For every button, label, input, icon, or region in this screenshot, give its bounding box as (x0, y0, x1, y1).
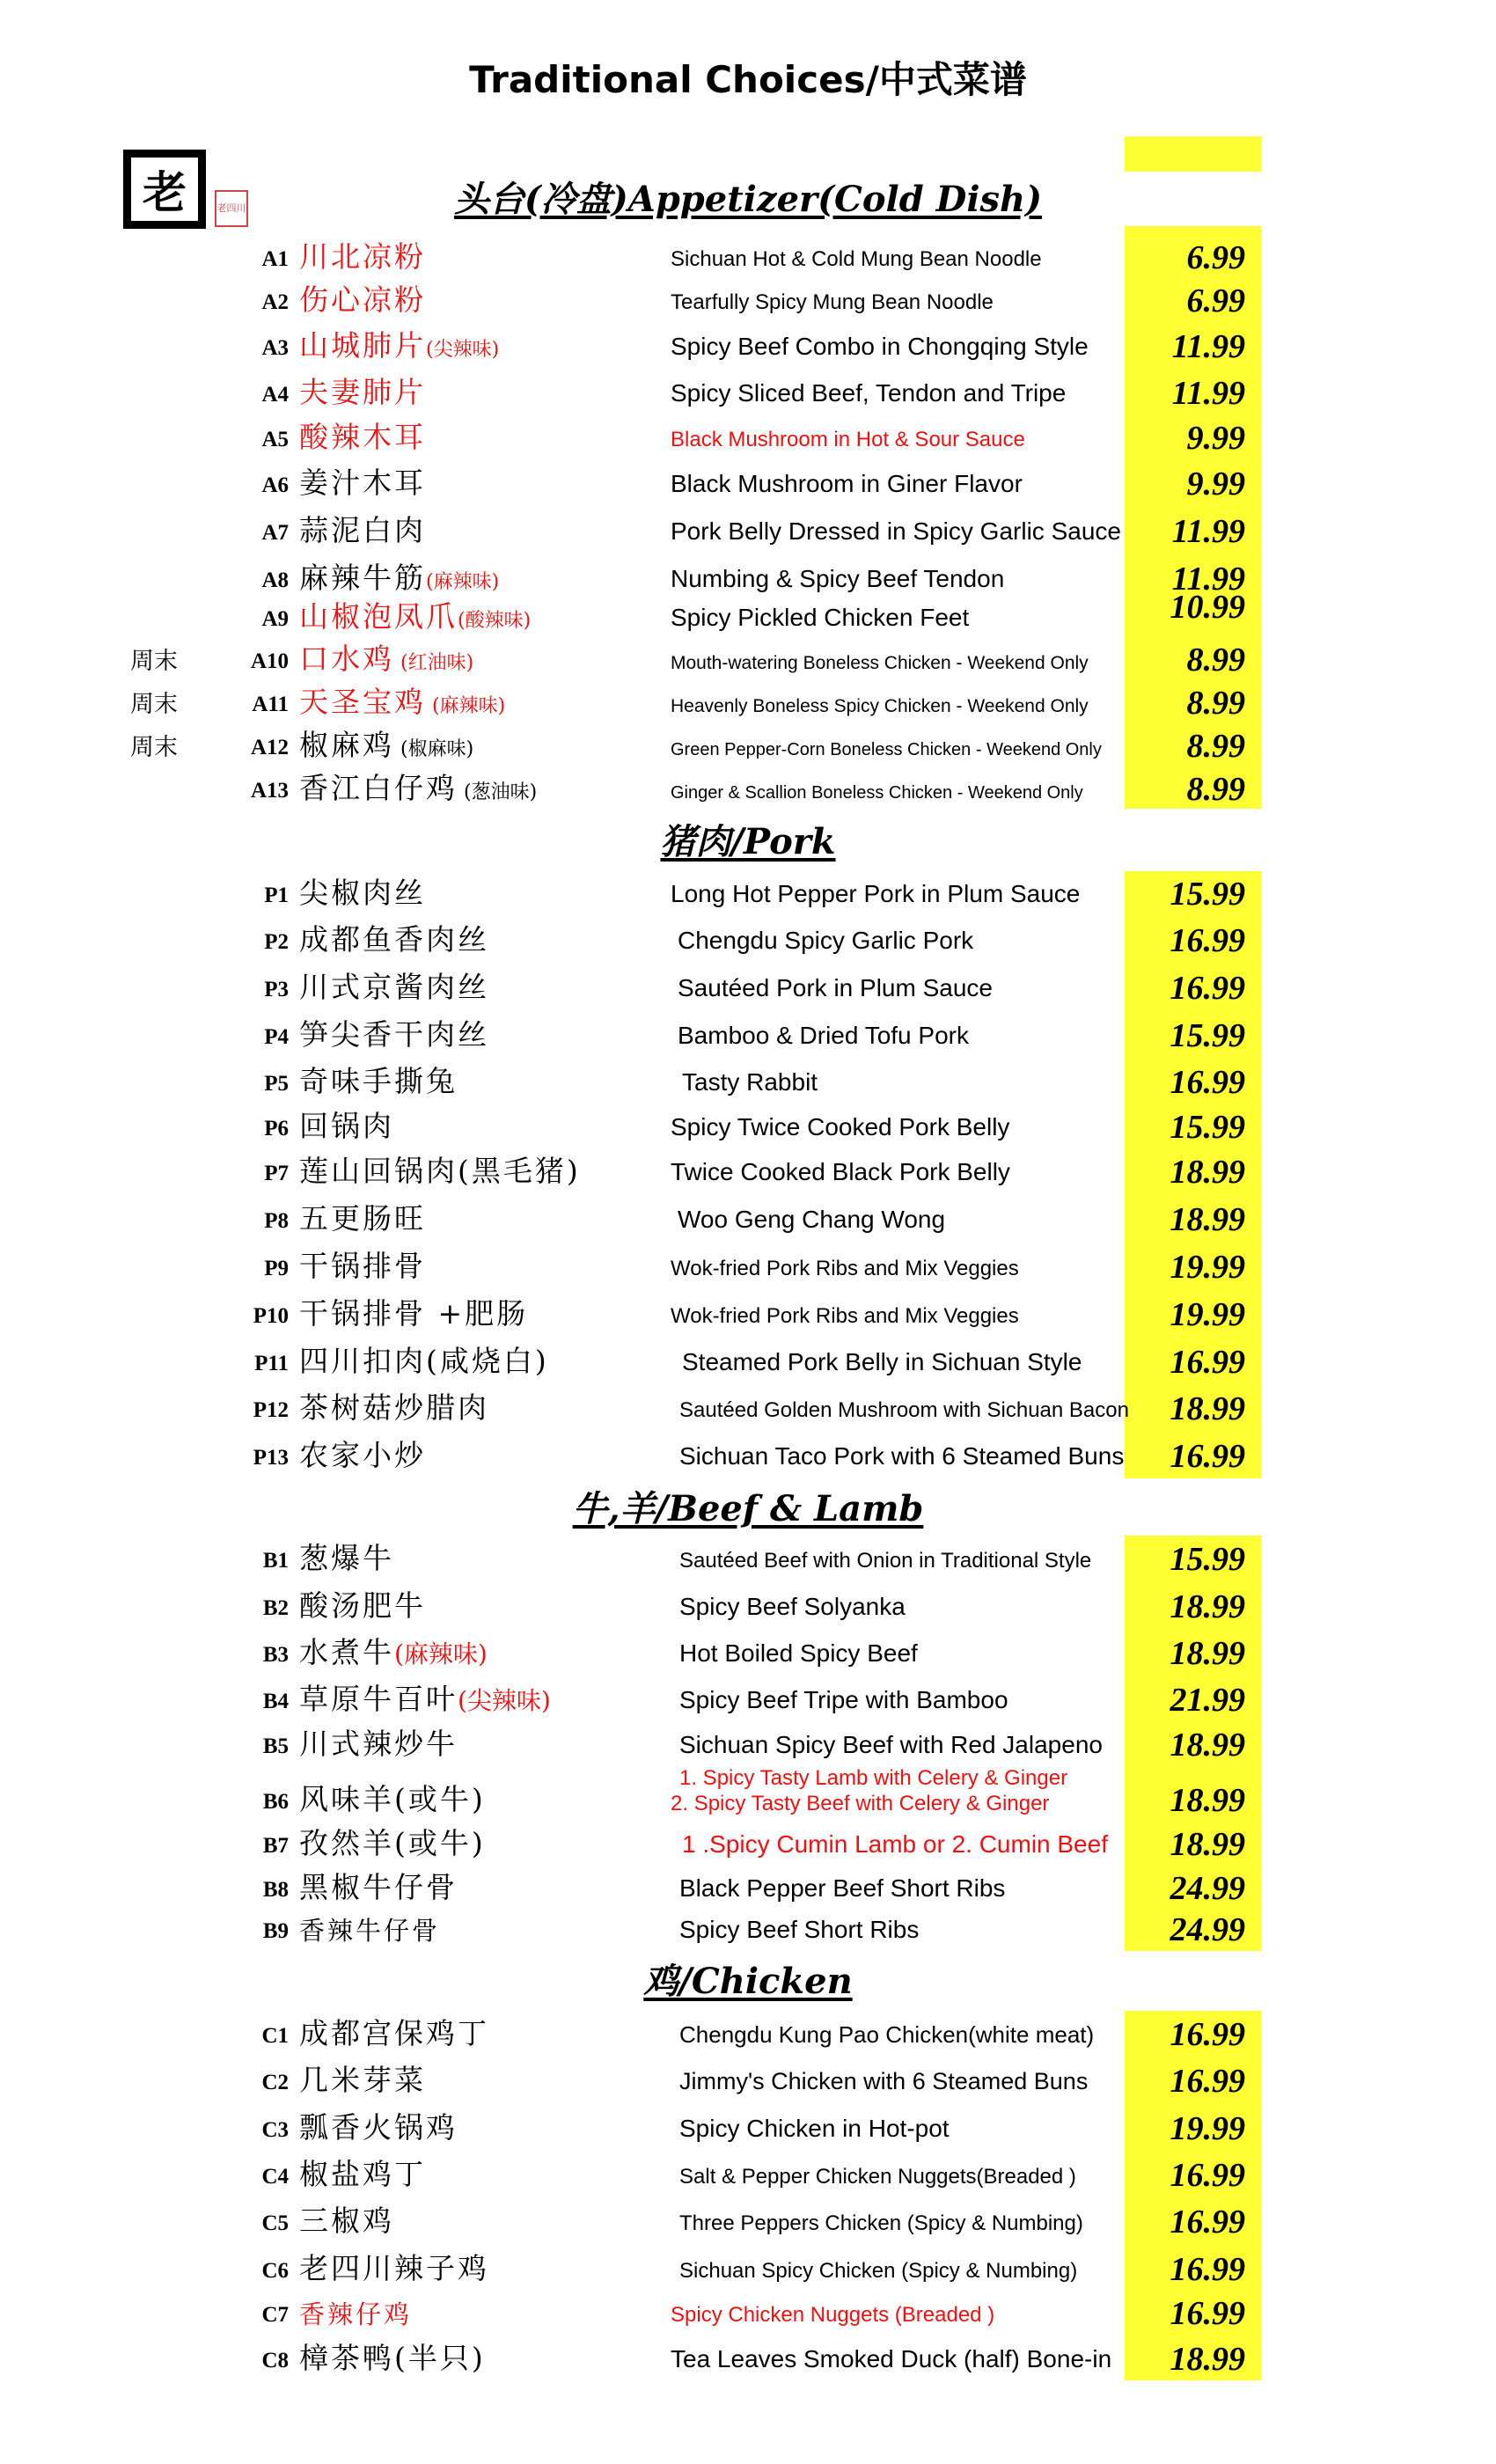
menu-item (0, 1292, 1496, 1336)
menu-item (0, 871, 1496, 915)
item-english-name: Wok-fried Pork Ribs and Mix Veggies (671, 1257, 1019, 1280)
item-chinese-name: 尖椒肉丝 (299, 876, 426, 910)
item-code: P5 (264, 1072, 289, 1096)
menu-item (0, 2152, 1496, 2196)
item-english-name: Hot Boiled Spicy Beef (679, 1639, 918, 1667)
menu-item (0, 1104, 1496, 1148)
item-chinese-name: 回锅肉 (299, 1109, 394, 1143)
item-chinese-name: 姜汁木耳 (299, 466, 426, 500)
item-code: B2 (262, 1596, 289, 1620)
item-code: P10 (253, 1304, 289, 1328)
item-chinese-name: 天圣宝鸡 (麻辣味) (299, 685, 506, 719)
item-price: 16.99 (1170, 2204, 1245, 2240)
item-code: B5 (262, 1734, 289, 1758)
item-code: B6 (262, 1790, 289, 1814)
item-chinese-name: 干锅排骨 +肥肠 (299, 1296, 529, 1331)
item-english-name: Twice Cooked Black Pork Belly (671, 1158, 1010, 1185)
item-price: 18.99 (1170, 2341, 1245, 2378)
item-price: 15.99 (1170, 876, 1245, 913)
item-code: P7 (264, 1162, 289, 1185)
item-english-name: Sichuan Hot & Cold Mung Bean Noodle (671, 247, 1042, 271)
item-english-name: Mouth-watering Boneless Chicken - Weekend Only (671, 653, 1089, 673)
item-code: A10 (250, 649, 289, 673)
item-english-name: Spicy Beef Tripe with Bamboo (679, 1686, 1008, 1713)
item-price: 21.99 (1170, 1682, 1245, 1719)
item-english-name: Sautéed Beef with Onion in Traditional Style (679, 1549, 1092, 1573)
item-english-name: Tasty Rabbit (682, 1068, 818, 1096)
item-english-name: Wok-fried Pork Ribs and Mix Veggies (671, 1304, 1019, 1328)
item-price: 15.99 (1170, 1017, 1245, 1054)
item-price: 18.99 (1170, 1826, 1245, 1863)
menu-item (0, 589, 1496, 639)
item-english-name: Chengdu Spicy Garlic Pork (678, 927, 974, 954)
item-english-name: Sautéed Pork in Plum Sauce (678, 974, 993, 1001)
item-chinese-name: 瓢香火锅鸡 (299, 2110, 458, 2145)
item-chinese-name: 夫妻肺片 (299, 375, 426, 409)
item-code: A5 (261, 428, 289, 451)
item-code: P11 (254, 1352, 289, 1375)
item-code: A4 (261, 383, 289, 407)
weekend-tag: 周末 (130, 734, 178, 761)
item-english-name: Tearfully Spicy Mung Bean Noodle (671, 290, 994, 314)
menu-item (0, 2247, 1496, 2291)
item-code: C8 (261, 2349, 289, 2372)
item-english-name: Spicy Chicken Nuggets (Breaded ) (671, 2303, 995, 2327)
item-price: 16.99 (1170, 1438, 1245, 1475)
item-code: C1 (261, 2024, 289, 2048)
item-english-name: Ginger & Scallion Boneless Chicken - Weekend Only (671, 783, 1083, 803)
item-price: 19.99 (1170, 1296, 1245, 1333)
item-english-name: Tea Leaves Smoked Duck (half) Bone-in (671, 2345, 1112, 2372)
item-chinese-name: 四川扣肉(咸烧白) (299, 1344, 549, 1378)
item-chinese-name: 奇味手撕兔 (299, 1064, 458, 1098)
item-code: C7 (261, 2303, 289, 2327)
section-header-chicken: 鸡/Chicken (643, 1961, 853, 2002)
menu-item (0, 2199, 1496, 2243)
item-price: 18.99 (1170, 1588, 1245, 1625)
menu-item (0, 723, 1496, 767)
item-code: P8 (264, 1209, 289, 1233)
item-chinese-name: 伤心凉粉 (299, 282, 426, 317)
item-code: A12 (250, 736, 289, 759)
menu-item (0, 2291, 1496, 2335)
item-english-name: Jimmy's Chicken with 6 Steamed Buns (679, 2068, 1089, 2094)
item-code: A7 (261, 521, 289, 545)
item-english-name: Black Mushroom in Hot & Sour Sauce (671, 428, 1025, 451)
item-code: P13 (253, 1446, 289, 1470)
item-english-name: Sichuan Spicy Chicken (Spicy & Numbing) (679, 2259, 1078, 2283)
item-chinese-name: 成都鱼香肉丝 (299, 922, 489, 957)
item-chinese-name: 成都宫保鸡丁 (299, 2016, 489, 2050)
menu-item (0, 766, 1496, 810)
menu-item (0, 1822, 1496, 1866)
item-price: 16.99 (1170, 1344, 1245, 1381)
menu-item (0, 637, 1496, 681)
menu-item (0, 461, 1496, 505)
menu-item (0, 556, 1496, 600)
item-chinese-name: 香辣牛仔骨 (299, 1916, 441, 1946)
item-price: 19.99 (1170, 2110, 1245, 2147)
item-price: 6.99 (1186, 282, 1245, 319)
item-chinese-name: 香辣仔鸡 (299, 2299, 413, 2329)
item-chinese-name: 草原牛百叶(尖辣味) (299, 1682, 551, 1716)
item-english-name: Sichuan Taco Pork with 6 Steamed Buns (679, 1442, 1125, 1470)
menu-item (0, 370, 1496, 414)
item-price: 8.99 (1186, 685, 1245, 722)
item-price: 6.99 (1186, 239, 1245, 276)
item-english-name: Spicy Beef Combo in Chongqing Style (671, 333, 1089, 360)
red-seal-stamp: 老四川 (215, 190, 248, 227)
item-english-name: 1 .Spicy Cumin Lamb or 2. Cumin Beef (682, 1830, 1108, 1858)
item-code: P1 (264, 884, 289, 907)
item-chinese-name: 酸辣木耳 (299, 420, 426, 454)
item-price: 11.99 (1171, 328, 1245, 365)
item-price: 18.99 (1170, 1782, 1245, 1819)
menu-item (0, 1434, 1496, 1478)
item-english-name: Green Pepper-Corn Boneless Chicken - Weekend Only (671, 740, 1102, 759)
item-code: A13 (250, 779, 289, 803)
item-code: B3 (262, 1643, 289, 1667)
menu-item (0, 1907, 1496, 1951)
item-chinese-name: 麻辣牛筋(麻辣味) (299, 561, 500, 595)
item-code: A3 (261, 336, 289, 360)
item-chinese-name: 干锅排骨 (299, 1249, 426, 1283)
item-chinese-name: 农家小炒 (299, 1438, 426, 1472)
menu-item (0, 1866, 1496, 1910)
item-english-name: Woo Geng Chang Wong (678, 1206, 946, 1233)
item-english-name: 1. Spicy Tasty Lamb with Celery & Ginger 2. Spicy Tasty Beef with Celery & Ginger (671, 1766, 1068, 1815)
item-price: 16.99 (1170, 2251, 1245, 2288)
menu-item (0, 918, 1496, 962)
item-code: A1 (261, 247, 289, 271)
item-code: C3 (261, 2118, 289, 2142)
item-chinese-name: 香江白仔鸡 (葱油味) (299, 771, 538, 805)
menu-item (0, 2336, 1496, 2380)
item-price: 16.99 (1170, 922, 1245, 959)
item-english-name: Spicy Sliced Beef, Tendon and Tripe (671, 379, 1067, 407)
item-english-name: Salt & Pepper Chicken Nuggets(Breaded ) (679, 2165, 1076, 2189)
menu-item (0, 1149, 1496, 1193)
item-chinese-name: 椒盐鸡丁 (299, 2157, 426, 2191)
item-chinese-name: 老四川辣子鸡 (299, 2251, 489, 2285)
item-english-name: Bamboo & Dried Tofu Pork (678, 1022, 969, 1049)
item-chinese-name: 黑椒牛仔骨 (299, 1870, 458, 1904)
item-code: C2 (261, 2071, 289, 2094)
item-chinese-name: 五更肠旺 (299, 1201, 426, 1236)
item-price: 16.99 (1170, 2063, 1245, 2100)
item-english-name: Chengdu Kung Pao Chicken(white meat) (679, 2021, 1095, 2048)
item-code: A6 (261, 473, 289, 497)
menu-item (0, 1244, 1496, 1288)
item-price: 18.99 (1170, 1154, 1245, 1191)
item-code: B9 (262, 1919, 289, 1943)
item-code: P12 (253, 1398, 289, 1422)
item-code: B7 (262, 1834, 289, 1858)
item-code: C4 (261, 2165, 289, 2189)
item-price: 15.99 (1170, 1109, 1245, 1146)
item-chinese-name: 几米芽菜 (299, 2063, 426, 2097)
item-code: A11 (252, 693, 289, 716)
item-code: A8 (261, 568, 289, 592)
item-english-name: Pork Belly Dressed in Spicy Garlic Sauce (671, 517, 1121, 545)
item-chinese-name: 口水鸡 (红油味) (299, 642, 474, 676)
item-chinese-name: 川式辣炒牛 (299, 1727, 458, 1761)
page-title: Traditional Choices/中式菜谱 (469, 58, 1027, 101)
item-chinese-name: 川北凉粉 (299, 239, 426, 274)
item-price: 11.99 (1171, 375, 1245, 412)
item-english-name: Sichuan Spicy Beef with Red Jalapeno (679, 1731, 1103, 1758)
item-english-name: Spicy Pickled Chicken Feet (671, 604, 970, 631)
section-header-cold-dish: 头台(冷盘)Appetizer(Cold Dish) (453, 179, 1043, 220)
item-chinese-name: 水煮牛(麻辣味) (299, 1635, 488, 1669)
item-code: P2 (264, 930, 289, 954)
item-chinese-name: 风味羊(或牛) (299, 1782, 486, 1816)
item-price: 11.99 (1171, 513, 1245, 550)
item-chinese-name: 孜然羊(或牛) (299, 1826, 486, 1860)
menu-item (0, 509, 1496, 553)
menu-item (0, 415, 1496, 459)
item-code: A9 (261, 607, 289, 631)
menu-item (0, 965, 1496, 1009)
item-english-name: Heavenly Boneless Spicy Chicken - Weekend Only (671, 696, 1089, 716)
menu-item (0, 2012, 1496, 2056)
item-english-name: Black Mushroom in Giner Flavor (671, 470, 1023, 497)
item-price: 16.99 (1170, 970, 1245, 1007)
item-price: 16.99 (1170, 2157, 1245, 2194)
item-code: P4 (264, 1025, 289, 1049)
menu-item (0, 680, 1496, 724)
menu-item (0, 1339, 1496, 1383)
item-chinese-name: 椒麻鸡 (椒麻味) (299, 728, 474, 762)
section-header-beef-lamb: 牛,羊/Beef & Lamb (572, 1488, 924, 1529)
weekend-tag: 周末 (130, 691, 178, 718)
item-price: 16.99 (1170, 2295, 1245, 2332)
item-price: 9.99 (1186, 466, 1245, 502)
item-english-name: Spicy Beef Short Ribs (679, 1916, 920, 1943)
weekend-tag: 周末 (130, 648, 178, 675)
section-header-pork: 猪肉/Pork (660, 821, 836, 862)
item-chinese-name: 酸汤肥牛 (299, 1588, 426, 1623)
item-chinese-name: 莲山回锅肉(黑毛猪) (299, 1154, 581, 1188)
item-price: 18.99 (1170, 1390, 1245, 1427)
item-chinese-name: 笋尖香干肉丝 (299, 1017, 489, 1052)
menu-item (0, 278, 1496, 322)
item-price: 9.99 (1186, 420, 1245, 457)
item-price: 19.99 (1170, 1249, 1245, 1286)
menu-item (0, 1536, 1496, 1580)
item-price: 24.99 (1170, 1870, 1245, 1907)
item-price: 18.99 (1170, 1727, 1245, 1764)
item-chinese-name: 蒜泥白肉 (299, 513, 426, 547)
item-code: P9 (264, 1257, 289, 1280)
item-english-name: Sautéed Golden Mushroom with Sichuan Bacon (679, 1398, 1129, 1422)
item-english-name: Three Peppers Chicken (Spicy & Numbing) (679, 2211, 1083, 2235)
item-code: B1 (262, 1549, 289, 1573)
item-chinese-name: 樟茶鸭(半只) (299, 2341, 486, 2375)
item-chinese-name: 茶树菇炒腊肉 (299, 1390, 489, 1425)
menu-item (0, 1766, 1496, 1822)
menu-item (0, 1631, 1496, 1675)
item-price: 15.99 (1170, 1541, 1245, 1578)
menu-item (0, 1013, 1496, 1057)
price-column-bg (1125, 136, 1261, 172)
item-english-name: Numbing & Spicy Beef Tendon (671, 565, 1005, 592)
menu-item (0, 1677, 1496, 1721)
item-chinese-name: 川式京酱肉丝 (299, 970, 489, 1004)
menu-item (0, 235, 1496, 279)
item-price: 16.99 (1170, 2016, 1245, 2053)
menu-item (0, 2058, 1496, 2102)
item-english-name: Long Hot Pepper Pork in Plum Sauce (671, 880, 1081, 907)
item-english-name: Spicy Beef Solyanka (679, 1593, 906, 1620)
item-code: C5 (261, 2211, 289, 2235)
item-chinese-name: 山城肺片(尖辣味) (299, 328, 500, 363)
item-code: C6 (261, 2259, 289, 2283)
logo-character: 老 (131, 158, 198, 221)
item-price: 10.99 (1170, 589, 1245, 626)
menu-item (0, 1197, 1496, 1241)
item-price: 11.99 (1171, 561, 1245, 598)
menu-item (0, 1584, 1496, 1628)
item-english-name: Steamed Pork Belly in Sichuan Style (682, 1348, 1082, 1375)
item-code: B8 (262, 1878, 289, 1902)
item-english-name: Spicy Twice Cooked Pork Belly (671, 1113, 1010, 1140)
menu-item (0, 1386, 1496, 1430)
item-chinese-name: 葱爆牛 (299, 1541, 394, 1575)
item-chinese-name: 三椒鸡 (299, 2204, 394, 2238)
item-price: 24.99 (1170, 1911, 1245, 1948)
item-price: 16.99 (1170, 1064, 1245, 1101)
item-english-name: Spicy Chicken in Hot-pot (679, 2115, 950, 2142)
item-code: P3 (264, 978, 289, 1001)
menu-item (0, 324, 1496, 368)
item-code: A2 (261, 290, 289, 314)
item-price: 8.99 (1186, 642, 1245, 678)
menu-item (0, 2106, 1496, 2150)
item-price: 18.99 (1170, 1635, 1245, 1672)
item-chinese-name: 山椒泡凤爪(酸辣味) (299, 599, 532, 634)
item-price: 18.99 (1170, 1201, 1245, 1238)
item-code: B4 (262, 1690, 289, 1713)
menu-item (0, 1060, 1496, 1104)
item-code: P6 (264, 1117, 289, 1140)
item-price: 8.99 (1186, 728, 1245, 765)
item-price: 8.99 (1186, 771, 1245, 808)
item-english-name: Black Pepper Beef Short Ribs (679, 1874, 1006, 1902)
menu-item (0, 1722, 1496, 1766)
